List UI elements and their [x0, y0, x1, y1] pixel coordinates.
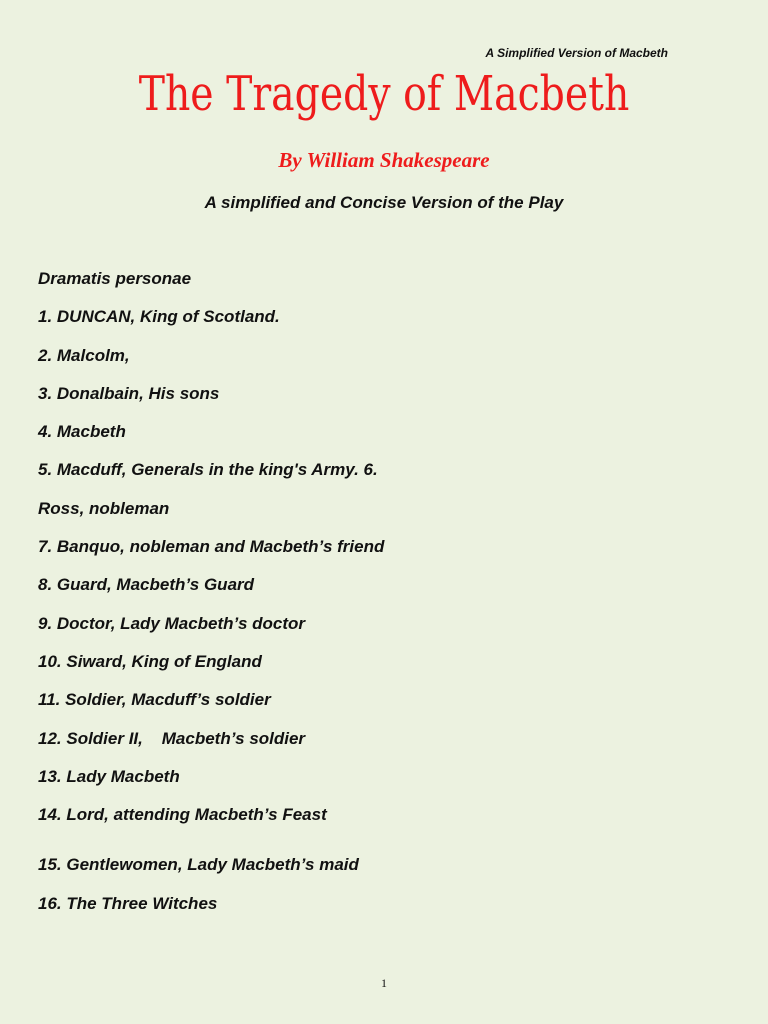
- cast-item: 15. Gentlewomen, Lady Macbeth’s maid: [38, 855, 359, 875]
- document-title: The Tragedy of Macbeth: [138, 66, 630, 122]
- cast-item: 2. Malcolm,: [38, 345, 130, 365]
- cast-item: 12. Soldier II, Macbeth’s soldier: [38, 728, 306, 748]
- running-header: A Simplified Version of Macbeth: [485, 46, 668, 60]
- document-subtitle: A simplified and Concise Version of the Play: [204, 193, 564, 212]
- author-line: By William Shakespeare: [278, 148, 490, 172]
- cast-item: 13. Lady Macbeth: [38, 766, 180, 786]
- cast-item: 3. Donalbain, His sons: [38, 383, 220, 403]
- cast-item: 5. Macduff, Generals in the king's Army. 6.: [38, 460, 378, 480]
- cast-item: 11. Soldier, Macduff’s soldier: [38, 690, 271, 710]
- cast-item: 4. Macbeth: [38, 422, 126, 442]
- cast-item: Ross, nobleman: [38, 498, 170, 518]
- cast-item: 14. Lord, attending Macbeth’s Feast: [38, 805, 327, 825]
- cast-list: [38, 268, 738, 931]
- cast-item: 16. The Three Witches: [38, 893, 218, 913]
- cast-item: 8. Guard, Macbeth’s Guard: [38, 575, 255, 595]
- page-number: 1: [381, 976, 387, 990]
- cast-item: 9. Doctor, Lady Macbeth’s doctor: [38, 613, 306, 633]
- cast-item: 7. Banquo, nobleman and Macbeth’s friend: [38, 537, 385, 557]
- cast-item: 1. DUNCAN, King of Scotland.: [38, 307, 280, 327]
- cast-heading: Dramatis personae: [38, 269, 192, 288]
- cast-item: 10. Siward, King of England: [38, 651, 262, 671]
